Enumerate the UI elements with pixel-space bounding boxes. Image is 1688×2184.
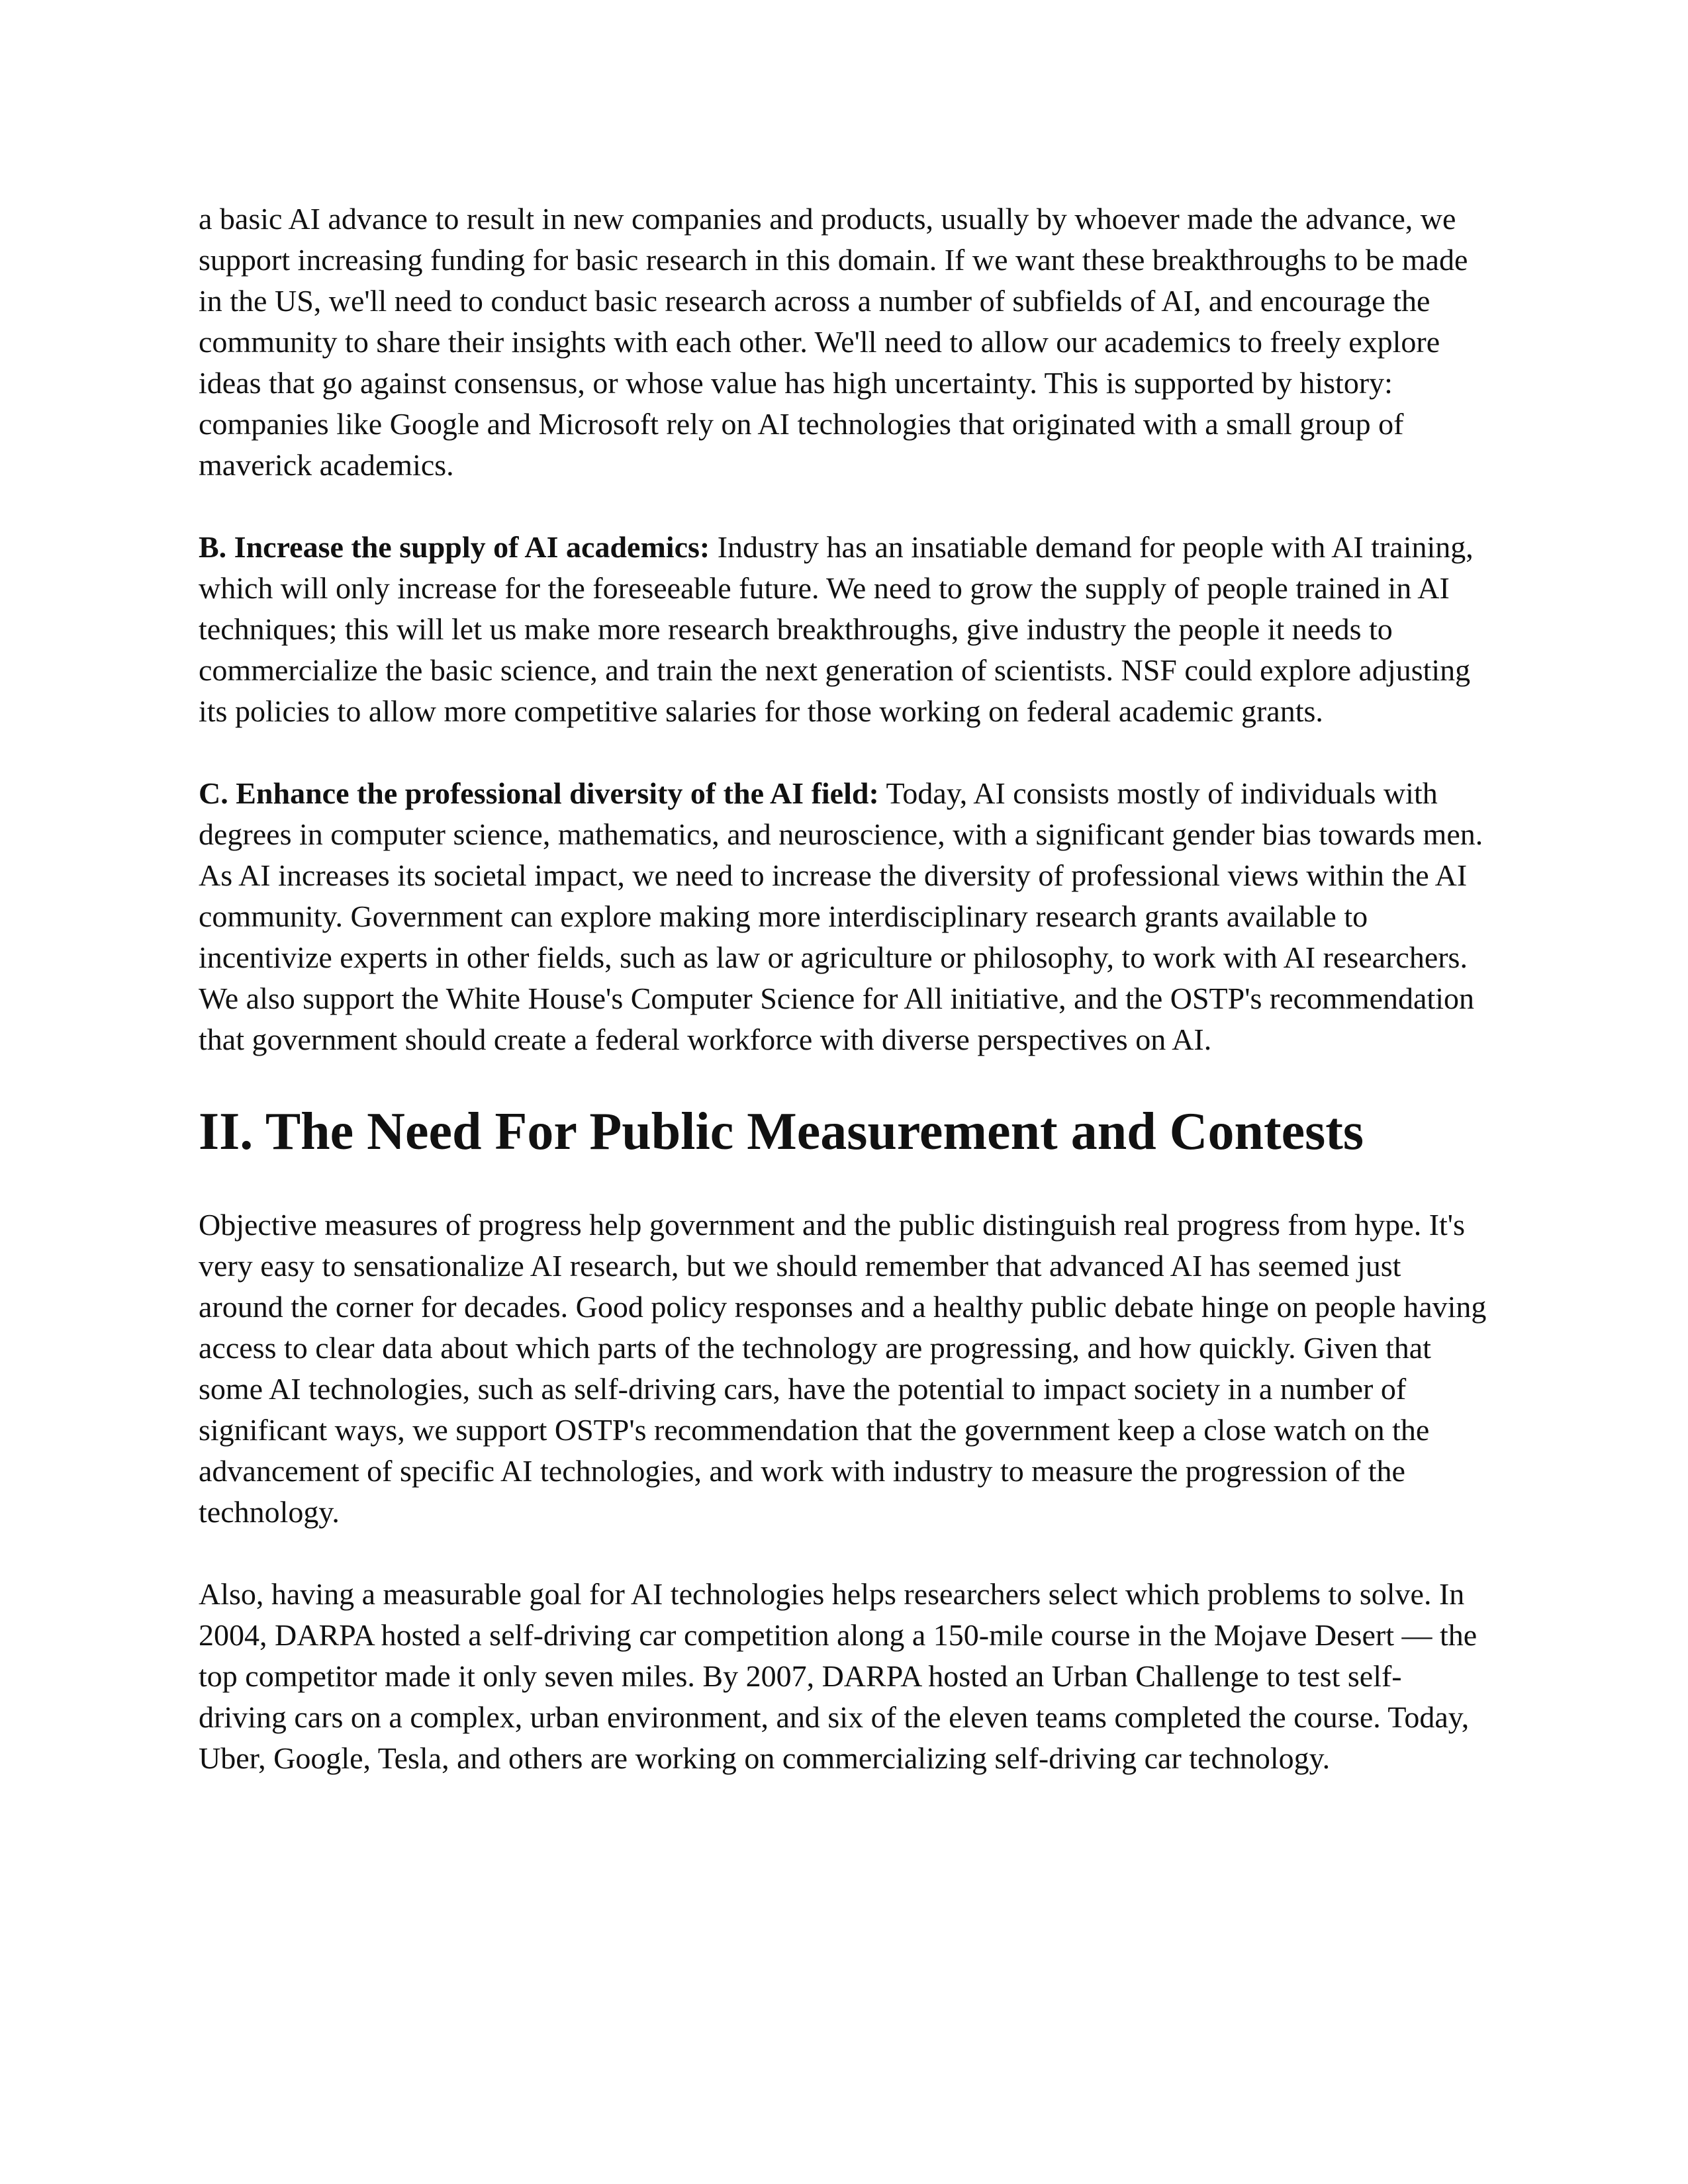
paragraph-professional-diversity-label: C. Enhance the professional diversity of the AI field: [199,776,879,810]
paragraph-ai-academics-label: B. Increase the supply of AI academics: [199,530,710,564]
paragraph-ai-academics [199,527,1489,732]
paragraph-professional-diversity [199,773,1489,1060]
document-page [199,199,1489,1820]
section-heading: II. The Need For Public Measurement and Contests [199,1103,1364,1161]
paragraph-professional-diversity-text: Today, AI consists mostly of individuals with degrees in computer science, mathematics, and neuroscience, with a significant gender bias towards men. As AI increases its societal impact, we need to increase the diversity of professional views within the AI community. Government can explore making more interdisciplinary research grants available to incentivize experts in other fields, such as law or agriculture or philosophy, to work with AI researchers. We also support the White House's Computer Science for All initiative, and the OSTP's recommendation that government should create a federal workforce with diverse perspectives on AI. [199,776,1483,1056]
paragraph-measurable-goal: Also, having a measurable goal for AI technologies helps researchers select which problems to solve. In 2004, DARPA hosted a self-driving car competition along a 150-mile course in the Mojave Desert — the top competitor made it only seven miles. By 2007, DARPA hosted an Urban Challenge to test self-driving cars on a complex, urban environment, and six of the eleven teams completed the course. Today, Uber, Google, Tesla, and others are working on commercializing self-driving car technology. [199,1577,1477,1775]
paragraph-basic-research: a basic AI advance to result in new companies and products, usually by whoever made the advance, we support increasing funding for basic research in this domain. If we want these breakthroughs to be made in the US, we'll need to conduct basic research across a number of subfields of AI, and encourage the community to share their insights with each other. We'll need to allow our academics to freely explore ideas that go against consensus, or whose value has high uncertainty. This is supported by history: companies like Google and Microsoft rely on AI technologies that originated with a small group of maverick academics. [199,202,1468,482]
paragraph-ai-academics-text: Industry has an insatiable demand for people with AI training, which will only increase for the foreseeable future. We need to grow the supply of people trained in AI techniques; this will let us make more research breakthroughs, give industry the people it needs to commercialize the basic science, and train the next generation of scientists. NSF could explore adjusting its policies to allow more competitive salaries for those working on federal academic grants. [199,530,1474,728]
paragraph-objective-measures: Objective measures of progress help government and the public distinguish real progress from hype. It's very easy to sensationalize AI research, but we should remember that advanced AI has seemed just around the corner for decades. Good policy responses and a healthy public debate hinge on people having access to clear data about which parts of the technology are progressing, and how quickly. Given that some AI technologies, such as self-driving cars, have the potential to impact society in a number of significant ways, we support OSTP's recommendation that the government keep a close watch on the advancement of specific AI technologies, and work with industry to measure the progression of the technology. [199,1208,1487,1529]
